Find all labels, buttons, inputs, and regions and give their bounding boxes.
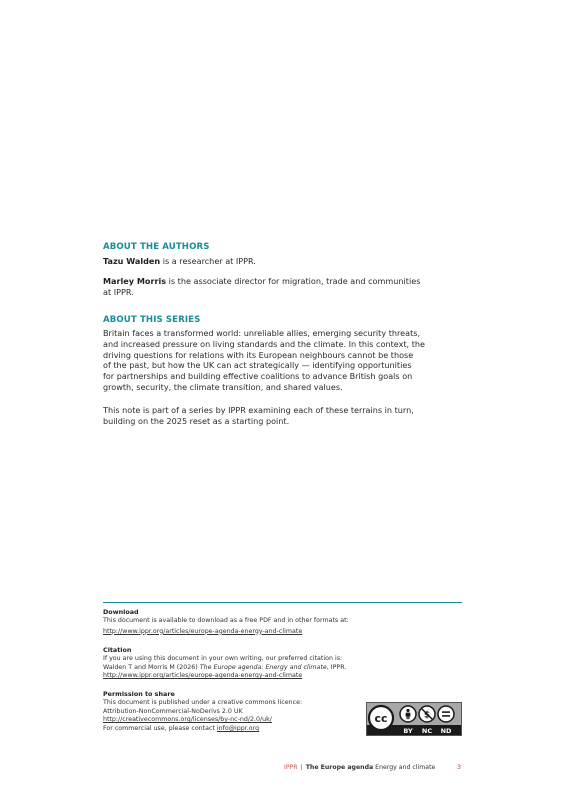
page-number: 3 (457, 764, 461, 771)
noderivs-icon (438, 706, 454, 722)
permission-line2: Attribution-NonCommercial-NoDerivs 2.0 UK (103, 707, 243, 715)
about-series-heading: ABOUT THIS SERIES (103, 315, 201, 325)
cc-license-badge[interactable] (366, 702, 462, 736)
download-title: Download (103, 608, 139, 616)
author2-name: Marley Morris (103, 276, 167, 286)
cc-by-label: BY (403, 727, 413, 735)
series-p1-line: Britain faces a transformed world: unreliable allies, emerging security threats, (103, 328, 421, 338)
permission-line4: For commercial use, please contact (103, 725, 217, 733)
licence-link[interactable]: http://creativecommons.org/licenses/by-nc-nd/2.0/uk/ (103, 716, 272, 724)
download-link[interactable]: http://www.ippr.org/articles/europe-agenda-energy-and-climate (103, 627, 303, 635)
cc-logo-text: cc (374, 712, 388, 725)
citation-link[interactable]: http://www.ippr.org/articles/europe-agenda-energy-and-climate (103, 672, 303, 680)
cc-nc-label: NC (421, 727, 433, 735)
citation-title-italic: The Europe agenda: Energy and climate (199, 663, 327, 671)
series-paragraph-1 (103, 328, 463, 393)
permission-block (103, 699, 403, 734)
series-p2-line: building on the 2025 reset as a starting point. (103, 415, 290, 426)
citation-title: Citation (103, 646, 132, 654)
section-divider (103, 602, 462, 603)
noncommercial-icon (419, 706, 435, 722)
footer-separator: | (300, 764, 303, 771)
author2-description-line2: at IPPR. (103, 286, 134, 297)
citation-line2-post: , IPPR. (326, 663, 347, 671)
page-footer (284, 764, 435, 771)
citation-line1: If you are using this document in your own writing, our preferred citation is: (103, 655, 343, 662)
author2-description-line1: is the associate director for migration, trade and communities (166, 276, 421, 286)
author1-description: is a researcher at IPPR. (160, 256, 256, 266)
download-block (103, 617, 403, 636)
series-p1-line: driving questions for relations with its European neighbours cannot be those (103, 349, 414, 360)
footer-brand: IPPR (284, 764, 298, 771)
series-p1-line: for partnerships and building effective coalitions to advance British goals on (103, 371, 413, 382)
about-authors-heading: ABOUT THE AUTHORS (103, 242, 210, 252)
author2-paragraph (103, 276, 463, 298)
svg-text:$: $ (423, 710, 431, 721)
cc-nd-label: ND (440, 727, 452, 735)
series-p1-line: and increased pressure on living standards and the climate. In this context, the (103, 338, 425, 349)
contact-email-link[interactable]: info@ippr.org (216, 725, 260, 733)
citation-block (103, 655, 403, 681)
citation-line2-pre: Walden T and Morris M (2026) (103, 663, 200, 671)
footer-topic: Energy and climate (373, 764, 436, 771)
attribution-person-icon (400, 706, 416, 722)
permission-title: Permission to share (103, 690, 175, 698)
series-p1-line: growth, security, the climate transition, and shared values. (103, 381, 343, 392)
series-paragraph-2 (103, 405, 463, 427)
cc-logo-icon (369, 706, 393, 730)
series-p2-line: This note is part of a series by IPPR examining each of these terrains in turn, (103, 405, 414, 415)
series-p1-line: of the past, but how the UK can act strategically — identifying opportunities (103, 360, 412, 371)
permission-line1: This document is published under a creative commons licence: (103, 699, 303, 706)
download-text: This document is available to download as a free PDF and in other formats at: (103, 617, 349, 624)
footer-series: The Europe agenda (305, 764, 374, 771)
author1-name: Tazu Walden (103, 256, 161, 266)
cc-badge-graphic (367, 703, 461, 735)
author1-paragraph (103, 256, 463, 267)
